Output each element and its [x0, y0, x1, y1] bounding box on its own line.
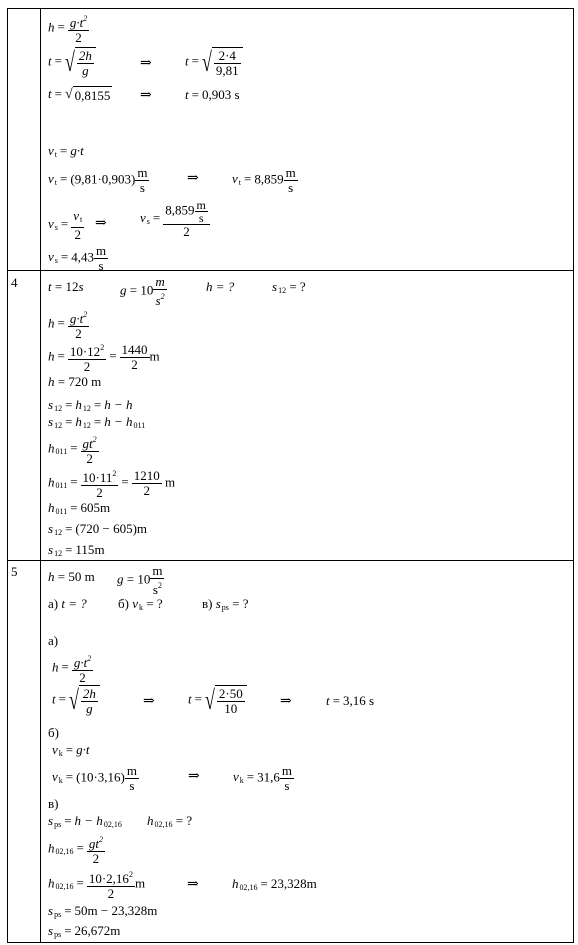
- part-b-label: б): [48, 725, 59, 740]
- implies-arrow: ⇒: [143, 694, 155, 709]
- question-c: в) $s_{ps}$ = ?: [202, 596, 249, 612]
- formula-vs-result: $v_s = 4,43$ $\frac{m}{s}$: [48, 243, 107, 273]
- formula-sps-numeric: $s_{ps} = 50m - 23,328m$: [48, 903, 158, 919]
- formula-t-root: t = √ $\frac{2h}{g}$: [52, 685, 100, 716]
- formula-vk-result: $v_k = 31,6$ $\frac{m}{s}$: [233, 763, 292, 793]
- formula-h: h = $\frac{g\cdot t^2}{2}$: [48, 310, 88, 341]
- formula-s12-h011: $s_{12} = h_{12} = h - h_{011}$: [48, 414, 146, 430]
- formula-t-numeric: t = √ $\frac{2\cdot 4}{9,81}$: [185, 47, 243, 78]
- formula-h: h = $\frac{g\cdot t^2}{2}$: [48, 14, 88, 45]
- unknown-h: h = ?: [206, 279, 235, 294]
- table-border-bottom: [7, 942, 574, 943]
- result-s12: $s_{12} = 115m$: [48, 542, 105, 558]
- formula-vt: $v_t = g\cdot t$: [48, 143, 84, 159]
- formula-vk: $v_k = g\cdot t$: [52, 742, 90, 758]
- given-g: g = 10 $\frac{m}{s^2}$: [117, 563, 163, 597]
- given-t: t = 12s: [48, 279, 84, 294]
- table-column-divider: [40, 8, 41, 943]
- result-h011: $h_{011} = 605m$: [48, 500, 111, 516]
- formula-vt-numeric: $v_t = (9,81\cdot 0,903)$ $\frac{m}{s}$: [48, 165, 148, 195]
- formula-s12: $s_{12} = h_{12} = h - h$: [48, 397, 133, 413]
- implies-arrow: ⇒: [188, 769, 200, 784]
- formula-vs-numeric: $v_s$ = 8,859 $\frac{m}{s}$ 2: [140, 199, 210, 239]
- row-divider-2: [7, 560, 574, 561]
- row-number: 4: [11, 275, 18, 290]
- part-c-label: в): [48, 796, 59, 811]
- implies-arrow: ⇒: [280, 694, 292, 709]
- formula-t-result: t = 3,16 s: [326, 693, 375, 708]
- implies-arrow: ⇒: [95, 216, 107, 231]
- formula-h011-numeric: $h_{011}$ = $\frac{10\cdot 11^2}{2}$ = $\frac{1210}{2}$ m: [48, 468, 176, 500]
- formula-vs: $v_s$ = $\frac{v_t}{2}$: [48, 208, 83, 242]
- formula-t-result: t = 0,903 s: [185, 87, 240, 102]
- formula-h011: $h_{011}$ = $\frac{gt^2}{2}$: [48, 435, 97, 466]
- formula-vt-result: $v_t = 8,859$ $\frac{m}{s}$: [232, 165, 296, 195]
- result-sps: $s_{ps} = 26,672m$: [48, 923, 121, 939]
- result-h216: $h_{02,16} = 23,328m$: [232, 876, 317, 892]
- unknown-h216: $h_{02,16}$ = ?: [147, 813, 193, 829]
- part-a-label: а): [48, 633, 59, 648]
- given-g: g = 10 $\frac{m}{s^2}$: [120, 274, 165, 308]
- row-number: 5: [11, 564, 18, 579]
- table-border-top: [7, 8, 574, 9]
- formula-t-numeric: t = √ $\frac{2\cdot 50}{10}$: [188, 685, 247, 716]
- implies-arrow: ⇒: [187, 171, 199, 186]
- question-b: б) $v_k$ = ?: [118, 596, 163, 612]
- formula-s12-numeric: $s_{12} = (720 - 605)m$: [48, 521, 148, 537]
- question-list: а) t = ?: [48, 596, 87, 611]
- formula-t-sqrt-value: t = √ 0,8155: [48, 86, 111, 104]
- formula-h-numeric: h = $\frac{10\cdot 12^2}{2}$ = $\frac{1440}{2}$ m: [48, 342, 160, 374]
- implies-arrow: ⇒: [140, 88, 152, 103]
- table-border-left: [7, 8, 8, 943]
- result-h: h = 720 m: [48, 374, 102, 389]
- formula-sps: $s_{ps} = h - h_{02,16}$: [48, 813, 122, 829]
- formula-h216: $h_{02,16}$ = $\frac{gt^2}{2}$: [48, 835, 103, 866]
- implies-arrow: ⇒: [140, 56, 152, 71]
- implies-arrow: ⇒: [187, 877, 199, 892]
- formula-h: h = $\frac{g\cdot t^2}{2}$: [52, 654, 92, 685]
- table-border-right: [573, 8, 574, 943]
- given-h: h = 50 m: [48, 569, 95, 584]
- formula-vk-numeric: $v_k = (10\cdot 3,16)$ $\frac{m}{s}$: [52, 763, 137, 793]
- formula-t-root: t = √ $\frac{2h}{g}$: [48, 47, 96, 78]
- unknown-s12: $s_{12}$ = ?: [272, 279, 306, 295]
- formula-h216-numeric: $h_{02,16}$ = $\frac{10\cdot 2,16^2}{2}$ m: [48, 870, 146, 901]
